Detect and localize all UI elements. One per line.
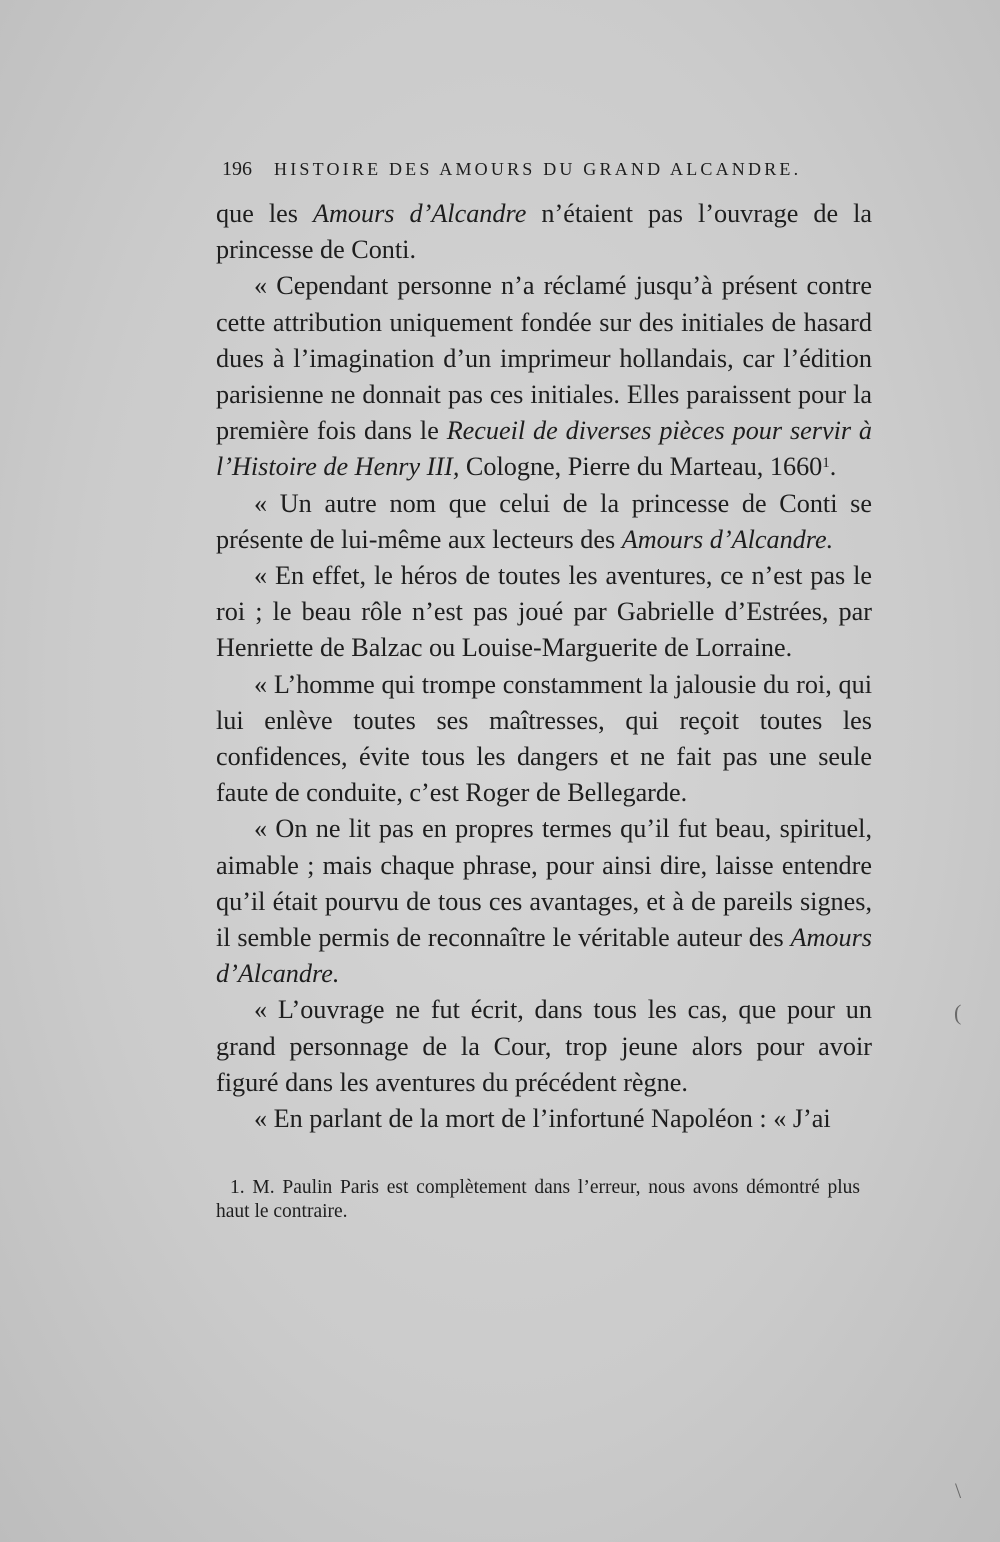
- margin-mark: (: [954, 1000, 962, 1025]
- paragraph: « L’homme qui trompe constamment la jalousie du roi, qui lui enlève toutes ses maîtresses, qui reçoit toutes les confidences, évite tous les dangers et ne fait pas une seule faute de conduite, c’est Roger de Bellegarde.: [216, 669, 872, 808]
- page-number: 196: [222, 158, 252, 180]
- italic-title: Amours d’Alcandre.: [216, 923, 872, 989]
- running-title: HISTOIRE DES AMOURS DU GRAND ALCANDRE.: [274, 159, 802, 179]
- margin-mark: \: [955, 1478, 962, 1503]
- paragraph: « En effet, le héros de toutes les aventures, ce n’est pas le roi ; le beau rôle n’est pas joué par Gabrielle d’Estrées, par Henriette de Balzac ou Louise-Marguerite de Lorraine.: [216, 561, 872, 663]
- italic-title: Recueil de diverses pièces pour servir à l’Histoire de Henry III,: [216, 416, 872, 482]
- footnote: [216, 1176, 860, 1224]
- running-header: [222, 158, 812, 181]
- italic-title: Amours d’Alcandre.: [621, 524, 834, 554]
- paragraph: « L’ouvrage ne fut écrit, dans tous les cas, que pour un grand personnage de la Cour, trop jeune alors pour avoir figuré dans les aventures du précédent règne.: [216, 995, 872, 1097]
- paragraph: « En parlant de la mort de l’infortuné Napoléon : « J’ai: [254, 1104, 831, 1134]
- italic-title: Amours d’Alcandre: [312, 199, 527, 228]
- footnote-reference: 1: [822, 455, 830, 472]
- paragraph: « Un autre nom que celui de la princesse de Conti se présente de lui-même aux lecteurs des Amours d’Alcandre.: [216, 488, 872, 554]
- paragraph: « On ne lit pas en propres termes qu’il fut beau, spirituel, aimable ; mais chaque phrase, pour ainsi dire, laisse entendre qu’il était pourvu de tous ces avantages, et à de pareils signes, il semble permis de reconnaître le véritable auteur des Amours d’Alcandre.: [216, 814, 872, 989]
- footnote-text: 1. M. Paulin Paris est complètement dans l’erreur, nous avons démontré plus haut le contraire.: [216, 1177, 860, 1222]
- body-text: [216, 196, 872, 1137]
- paragraph: « Cependant personne n’a réclamé jusqu’à présent contre cette attribution uniquement fondée sur des initiales de hasard dues à l’imagination d’un imprimeur hollandais, car l’édition parisienne ne donnait pas ces initiales. Elles paraissent pour la première fois dans le Recueil de diverses pièces pour servir à l’Histoire de Henry III, Cologne, Pierre du Marteau, 1660$^1$.: [216, 271, 872, 482]
- paragraph: que les Amours d’Alcandre n’étaient pas l’ouvrage de la princesse de Conti.: [216, 199, 873, 265]
